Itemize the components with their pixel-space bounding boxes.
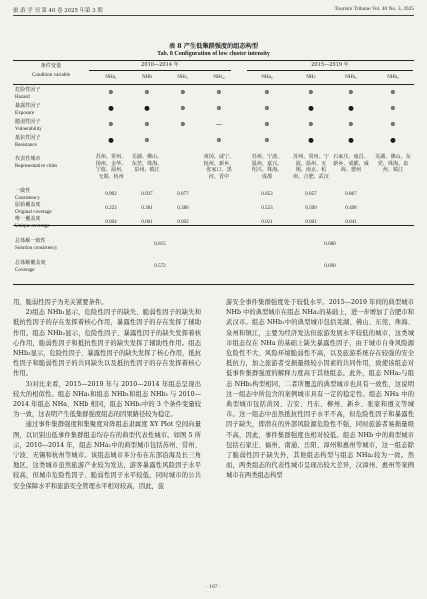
condition-mark: ●	[308, 104, 314, 112]
condition-mark: ⊗	[108, 88, 114, 96]
unique-coverage-value: 0.021	[261, 219, 273, 225]
representative-cities: 黄冈、咸宁、抚州、新乡、张家口、黑河、晋中	[203, 154, 235, 180]
body-paragraph: 用，脆弱性因子为无关紧要条件。	[13, 299, 108, 306]
consistency-value: 0.853	[261, 191, 273, 197]
representative-cities: 苏州、常州、扬州、金华、宁波、温州、无锡、杭州	[95, 154, 127, 180]
col-header-cn: 条件变量	[40, 63, 62, 69]
row-label-solution-consistency-en: Solution consistency	[15, 245, 58, 251]
table-bottom-rule	[13, 284, 414, 285]
unique-coverage-value: 0.002	[177, 219, 189, 225]
row-label-consistency-en: Consistency	[15, 195, 40, 201]
config-header: NHb₂	[387, 74, 399, 80]
condition-mark: ⊗	[144, 120, 150, 128]
condition-mark: ⊗	[390, 88, 396, 96]
condition-mark: ●	[108, 136, 114, 144]
body-paragraph: 通过事件集群强度和集聚度对阵组态隶属度 XY Plot 空间向量图，以识别出低事件集群组态均存在的典型代表性城市。如图 5 所示，2010—2014 年，组态 NHa₁中的典型城市包括苏州、常州、宁波、无锡和杭州等城市。该组态城市多分布在东部沿海及长三角地区，这类城市虽然旅游产业较为发达，游客暴露性风险因子水平较高，但城市危险性因子、脆弱性因子水平较低，同时城市的公共安全保障水平和旅游安全管理水平相对较高，因此，旅	[13, 421, 201, 490]
header-rule	[13, 15, 414, 16]
solution-coverage-2015: 0.690	[324, 263, 336, 269]
condition-mark: ⊗	[180, 88, 186, 96]
condition-mark: ⊗	[390, 120, 396, 128]
condition-mark: ⊗	[180, 120, 186, 128]
consistency-value: 0.937	[141, 191, 153, 197]
raw-coverage-value: 0.523	[261, 205, 273, 211]
condition-mark: ⊗	[390, 104, 396, 112]
condition-mark: ⊗	[144, 136, 150, 144]
raw-coverage-value: 0.381	[141, 205, 153, 211]
period2-header: 2015—2019 年	[311, 62, 349, 68]
condition-mark: ●	[108, 104, 114, 112]
condition-mark: ⊗	[308, 88, 314, 96]
row-label-exposure-en: Exposure	[15, 110, 35, 116]
solution-consistency-2015: 0.680	[324, 241, 336, 247]
raw-coverage-value: 0.386	[177, 205, 189, 211]
condition-mark: ⊗	[216, 104, 222, 112]
row-label-resistance-cn: 抵抗性因子	[15, 135, 41, 141]
condition-mark: ⊗	[264, 136, 270, 144]
row-label-exposure-cn: 暴露性因子	[15, 103, 41, 109]
config-header: NHc₁	[177, 74, 189, 80]
unique-coverage-value: 0.001	[305, 219, 317, 225]
row-label-hazard-cn: 危险性因子	[15, 87, 41, 93]
consistency-value: 0.867	[345, 191, 357, 197]
row-label-cities-cn: 代表性城市	[15, 156, 41, 162]
raw-coverage-value: 0.509	[305, 205, 317, 211]
row-label-solution-consistency-cn: 总体解一致性	[15, 238, 46, 244]
body-paragraph: 游安全事件集群强度处于较低水平。2015—2019 年间的典型城市 NHb 中的典型城市在组态 NHa₁的基础上，进一步增加了合肥市和武汉市。组态 NHb₁中的典型城市包括芜湖、佛山、东莞、珠海、泉州和镇江，主要为经济发达但旅游发展水平较低的城市，这类城市组态仅在 NHa 的基础上缺失暴露性因子，由于城市自身风险源危险性不大、风险环境脆弱性不高，以及旅游系统存在较强的安全抵抗力，加之旅游者受损量级较小因素的共同作用，致使该组态对低事件集群强度的解释力度高于其他组态。此外，组态 NHa₂与组态 NHb₂构型相同，二者所覆盖的典型城市也具有一致性，这说明这一组态中所包含的案例城市具有一定的稳定性。组态 NHa 中的典型城市包括黄冈、吉安、丹东、柳州、新乡、张家和遵义等城市。这一组态中虽然抵抗性因子水平不高，但危险性因子和暴露性因子缺失，即潜在的外部风险源危险性不强，同时旅游者易损量级不高，因此，事件集群强度也相对较低。组态 NHb 中的典型城市包括石家庄、福州、南通、岳阳、漳州和惠州等城市，这一组态除了脆弱性因子缺失外，其他组态构型与组态 NHa₂较为一致。然而，两类组态的代表性城市呈现出较大差异，汉漳州、惠州等案例城市在两类组态构型	[226, 299, 414, 480]
representative-cities: 芜湖、佛山、东莞、珠海、泉州、镇江	[131, 154, 163, 174]
config-header: NHc	[306, 74, 316, 80]
row-label-unique-coverage-cn: 唯一覆盖度	[15, 216, 41, 222]
condition-mark: ⊗	[216, 136, 222, 144]
condition-mark: ⊗	[348, 88, 354, 96]
table-top-rule	[13, 60, 414, 61]
representative-cities: 石家庄、南昌、新乡、成都、威海、德州	[333, 154, 369, 174]
config-header: NHb₂	[345, 74, 357, 80]
body-column-left	[13, 298, 201, 578]
body-column-right	[226, 298, 414, 578]
row-label-vulnerability-cn: 脆弱性因子	[15, 119, 41, 125]
consistency-value: 0.877	[177, 191, 189, 197]
condition-mark: ⊗	[180, 104, 186, 112]
running-header-right: Tourism Tribune Vol. 40 No. 3, 2025	[334, 6, 414, 12]
solution-consistency-2010: 0.815	[154, 241, 166, 247]
period2-rule	[247, 70, 413, 71]
config-header: NHa₂	[261, 74, 273, 80]
body-paragraph: 3)对比来看，2015—2019 年与 2010—2014 年组态呈现出较大的相似性。组态 NHa₁和组态 NHb₁和组态 NHb₂ 与 2010—2014 年组态 NHa、NHb 相同，组态 NHb₂中的 3 个条件变量较为一致，这表明产生低集群强度组态的因果路径较为稳定。	[13, 380, 201, 419]
condition-mark: ⊗	[264, 104, 270, 112]
row-label-unique-coverage-en: Unique coverage	[15, 223, 50, 229]
row-label-consistency-cn: 一致性	[15, 188, 31, 194]
col-header-en: Condition variable	[31, 72, 71, 78]
consistency-value: 0.857	[305, 191, 317, 197]
condition-mark: ●	[308, 136, 314, 144]
row-label-resistance-en: Resistance	[15, 142, 37, 148]
raw-coverage-value: 0.498	[345, 205, 357, 211]
row-label-vulnerability-en: Vulnerability	[15, 126, 42, 132]
row-label-cities-en: Representative cities	[15, 163, 58, 169]
unique-coverage-value: 0.041	[345, 219, 357, 225]
consistency-value: 0.902	[105, 191, 117, 197]
condition-mark: ●	[390, 136, 396, 144]
row-label-solution-coverage-cn: 总体解覆盖度	[15, 260, 46, 266]
config-header: NHb	[142, 74, 152, 80]
row-label-raw-coverage-en: Original coverage	[15, 209, 52, 215]
condition-mark: ●	[348, 136, 354, 144]
row-label-hazard-en: Hazard	[15, 94, 30, 100]
condition-mark: ●	[144, 104, 150, 112]
page-number: · 167 ·	[206, 584, 221, 590]
representative-cities: 苏州、常州、宁波、温州、无锡、南京、杭州、合肥、武汉	[293, 154, 329, 180]
config-header: NHc₂	[213, 74, 225, 80]
unique-coverage-value: 0.001	[141, 219, 153, 225]
condition-mark: ⊗	[308, 120, 314, 128]
condition-mark: —	[215, 120, 223, 128]
configuration-table	[13, 60, 414, 285]
period1-header: 2010—2014 年	[141, 62, 179, 68]
condition-mark: ⊗	[264, 120, 270, 128]
body-paragraph: 2)组态 NHb₁显示，危险性因子的缺失、脆弱性因子的缺失和抵抗性因子的存在发挥着核心作用，暴露性因子的存在发挥了辅助作用。组态 NHb₂显示，危险性因子、暴露性因子的缺失发挥着核心作用，脆弱性因子和抵抗性因子的缺失发挥了辅助性作用。组态 NHb₃显示，危险性因子、暴露性因子的缺失发挥了核心作用，抵抗性因子和脆弱性因子的共同缺失以及抵抗性因子的存在发挥着核心作用。	[13, 309, 201, 378]
condition-mark: ⊗	[348, 120, 354, 128]
condition-mark: ⊗	[144, 88, 150, 96]
representative-cities: 芜湖、佛山、东莞、珠海、泉州、镇江	[375, 154, 411, 174]
solution-coverage-2010: 0.572	[154, 263, 166, 269]
condition-mark: ●	[348, 104, 354, 112]
representative-cities: 苏州、宁波、温州、嘉兴、绍兴、珠海、成都	[251, 154, 283, 180]
row-label-solution-coverage-en: Coverage	[15, 267, 35, 273]
table-header-rule	[13, 84, 414, 85]
period1-rule	[89, 70, 231, 71]
unique-coverage-value: 0.004	[105, 219, 117, 225]
running-header-left: 旅 游 学 刊 第 40 卷 2025 年第 3 期	[13, 8, 103, 14]
table-title-en: Tab. 8 Configuration of low cluster intensity	[157, 51, 270, 57]
condition-mark: ⊗	[108, 120, 114, 128]
table-title-cn: 表 8 产生低集群强度的组态构型	[168, 43, 259, 50]
row-label-raw-coverage-cn: 原始覆盖度	[15, 202, 41, 208]
raw-coverage-value: 0.223	[105, 205, 117, 211]
condition-mark: ⊗	[264, 88, 270, 96]
config-header: NHa₁	[105, 74, 117, 80]
condition-mark: ⊗	[216, 88, 222, 96]
